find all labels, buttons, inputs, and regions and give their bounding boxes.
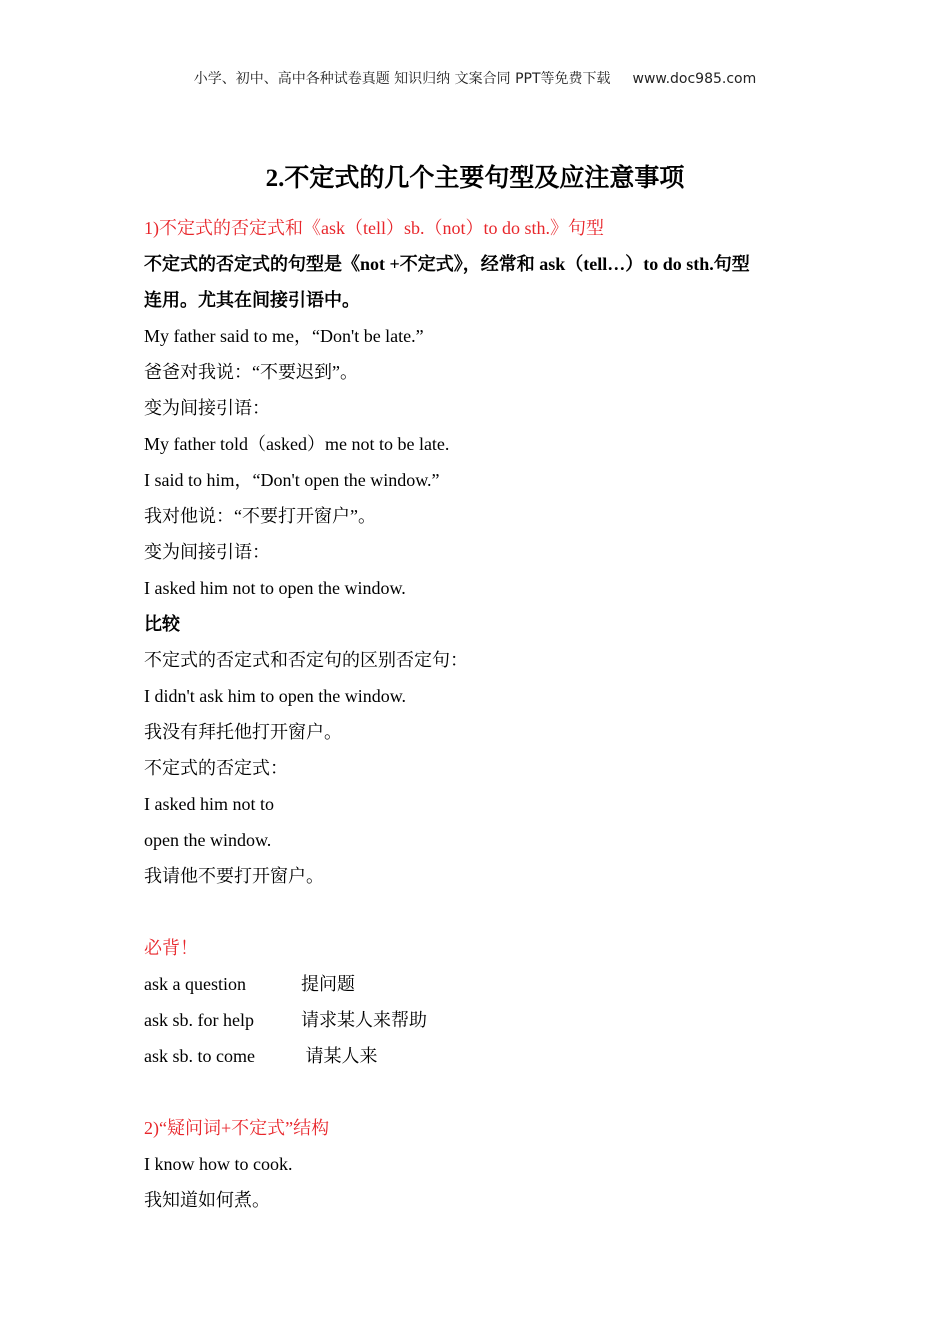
- compare-label: 比较: [144, 614, 180, 634]
- compare-line: I asked him not to: [144, 794, 274, 814]
- example-line: 变为间接引语：: [144, 398, 270, 418]
- header-site-link[interactable]: www.doc985.com: [632, 71, 757, 87]
- section2-heading: 2)“疑问词+不定式”结构: [144, 1118, 330, 1138]
- compare-line: 不定式的否定式：: [144, 758, 288, 778]
- vocab-english: ask sb. for help: [144, 1010, 254, 1030]
- page-header: [0, 68, 950, 88]
- compare-line: 不定式的否定式和否定句的区别否定句：: [144, 650, 468, 670]
- example-line: I know how to cook.: [144, 1154, 293, 1174]
- example-line: I said to him，“Don't open the window.”: [144, 470, 440, 490]
- vocab-item: [144, 1038, 824, 1074]
- example-line: 爸爸对我说：“不要迟到”。: [144, 362, 358, 382]
- vocab-item: [144, 966, 824, 1002]
- document-body: [144, 210, 824, 1218]
- vocab-item: [144, 1002, 824, 1038]
- vocab-english: ask sb. to come: [144, 1046, 255, 1066]
- section1-heading: 1)不定式的否定式和《ask（tell）sb.（not）to do sth.》句型: [144, 218, 604, 238]
- example-line: My father told（asked）me not to be late.: [144, 434, 450, 454]
- page-title: 2.不定式的几个主要句型及应注意事项: [265, 165, 685, 192]
- section1-intro-line1: 不定式的否定式的句型是《not +不定式》，经常和 ask（tell…）to do sth.句型: [144, 254, 750, 274]
- example-line: I asked him not to open the window.: [144, 578, 406, 598]
- compare-line: 我没有拜托他打开窗户。: [144, 722, 342, 742]
- vocab-chinese: 提问题: [301, 974, 355, 994]
- compare-line: 我请他不要打开窗户。: [144, 866, 324, 886]
- vocab-english: ask a question: [144, 974, 246, 994]
- example-line: My father said to me，“Don't be late.”: [144, 326, 424, 346]
- compare-line: open the window.: [144, 830, 272, 850]
- example-line: 变为间接引语：: [144, 542, 270, 562]
- memorize-heading: 必背！: [144, 938, 198, 958]
- vocab-chinese: 请某人来: [301, 1046, 378, 1066]
- vocab-chinese: 请求某人来帮助: [301, 1010, 427, 1030]
- example-line: 我知道如何煮。: [144, 1190, 270, 1210]
- spacer: [144, 1074, 824, 1110]
- example-line: 我对他说：“不要打开窗户”。: [144, 506, 376, 526]
- header-text: 小学、初中、高中各种试卷真题 知识归纳 文案合同 PPT等免费下载: [193, 71, 611, 87]
- spacer: [144, 894, 824, 930]
- section1-intro-line2: 连用。尤其在间接引语中。: [144, 290, 360, 310]
- compare-line: I didn't ask him to open the window.: [144, 686, 407, 706]
